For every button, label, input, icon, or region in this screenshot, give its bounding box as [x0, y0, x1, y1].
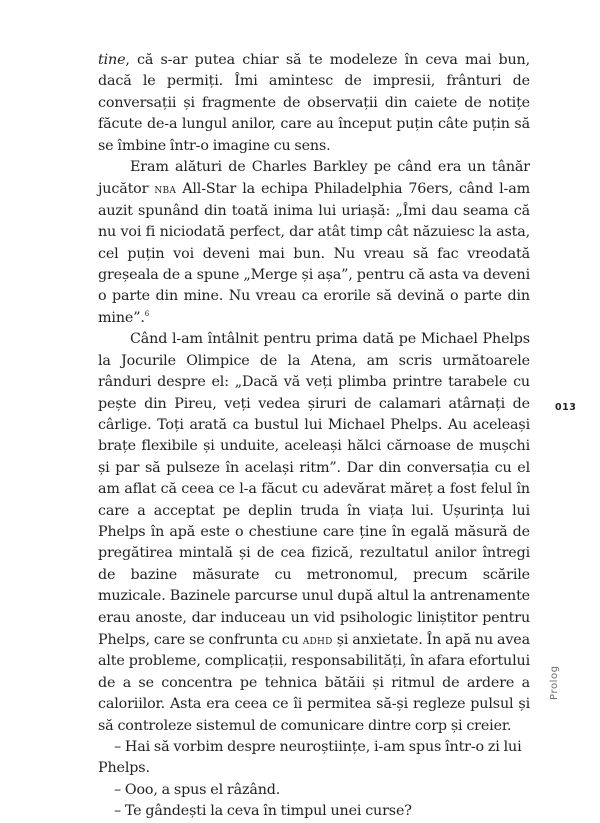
acronym-adhd: adhd: [302, 631, 333, 647]
paragraph-text: și anxietate. În apă nu avea alte probleme, complicații, responsabilități, în afara efortului de a se concentra pe tehnica bătăii și ritmul de ardere a caloriilor. Asta era ceea ce îi permitea să-și regleze pulsul și să controleze sistemul de comunicare dintre corp și creier.: [98, 631, 530, 734]
acronym-nba: nba: [154, 181, 177, 197]
paragraph-phelps: [98, 329, 530, 737]
body-text: [98, 50, 530, 823]
dialogue-line: – Te gândești la ceva în timpul unei curse?: [114, 803, 412, 820]
page-number: 013: [555, 402, 577, 413]
paragraph-barkley: [98, 157, 530, 329]
paragraph-text: Când l-am întâlnit pentru prima dată pe Michael Phelps la Jocurile Olimpice de la Atena, am scris următoarele rânduri despre el: „Dacă vă veți plimba printre tarabele cu pește din Pireu, veți vedea șiruri de calamari atârnați de cârlige. Toți arată ca bustul lui Michael Phelps. Au aceleași brațe flexibile și unduite, aceleași hălci cărnoase de mușchi și par să pulseze în același ritm”. Dar din conversația cu el am aflat că ceea ce l-a făcut cu adevărat măreț a fost felul în care a acceptat pe deplin truda în viața lui. Ușurința lui Phelps în apă este o chestiune care ține în egală măsură de pregătirea mintală și de cea fizică, rezultatul anilor întregi de bazine măsurate cu metronomul, precum scările muzicale. Bazinele parcurse unul după altul la antrenamente erau anoste, dar induceau un vid psihologic liniștitor pentru Phelps, care se confrunta cu: [98, 331, 530, 648]
dialogue-line: – Hai să vorbim despre neuroștiințe, i-am spus într-o zi lui Phelps.: [98, 739, 522, 777]
paragraph-text: , că s-ar putea chiar să te modeleze în ceva mai bun, dacă le permiți. Îmi amintesc de impresii, frânturi de conversații și fragmente de observații din caiete de notițe făcute de-a lungul anilor, care au început puțin câte puțin să se îmbine într-o imagine cu sens.: [98, 52, 530, 154]
running-head: Prolog: [549, 665, 560, 700]
paragraph-text: Eram alături de Charles Barkley pe când era un tânăr jucător: [98, 159, 530, 198]
paragraph-text: All-Star la echipa Philadelphia 76ers, când l-am auzit spunând din toată inima lui uriașă: „Îmi dau seama că nu voi fi niciodată perfect, dar atât timp cât năzuiesc la asta, cel puțin voi deveni mai bun. Nu vreau să fac vreodată greșeala de a spune „Merge și așa”, pentru că asta va deveni o parte din mine. Nu vreau ca erorile să devină o parte din mine”.: [98, 181, 531, 326]
dialogue-line: – Ooo, a spus el râzând.: [114, 781, 281, 798]
paragraph-continuation: [98, 50, 530, 157]
italic-word: tine: [98, 52, 126, 68]
footnote-reference: 6: [144, 310, 150, 319]
